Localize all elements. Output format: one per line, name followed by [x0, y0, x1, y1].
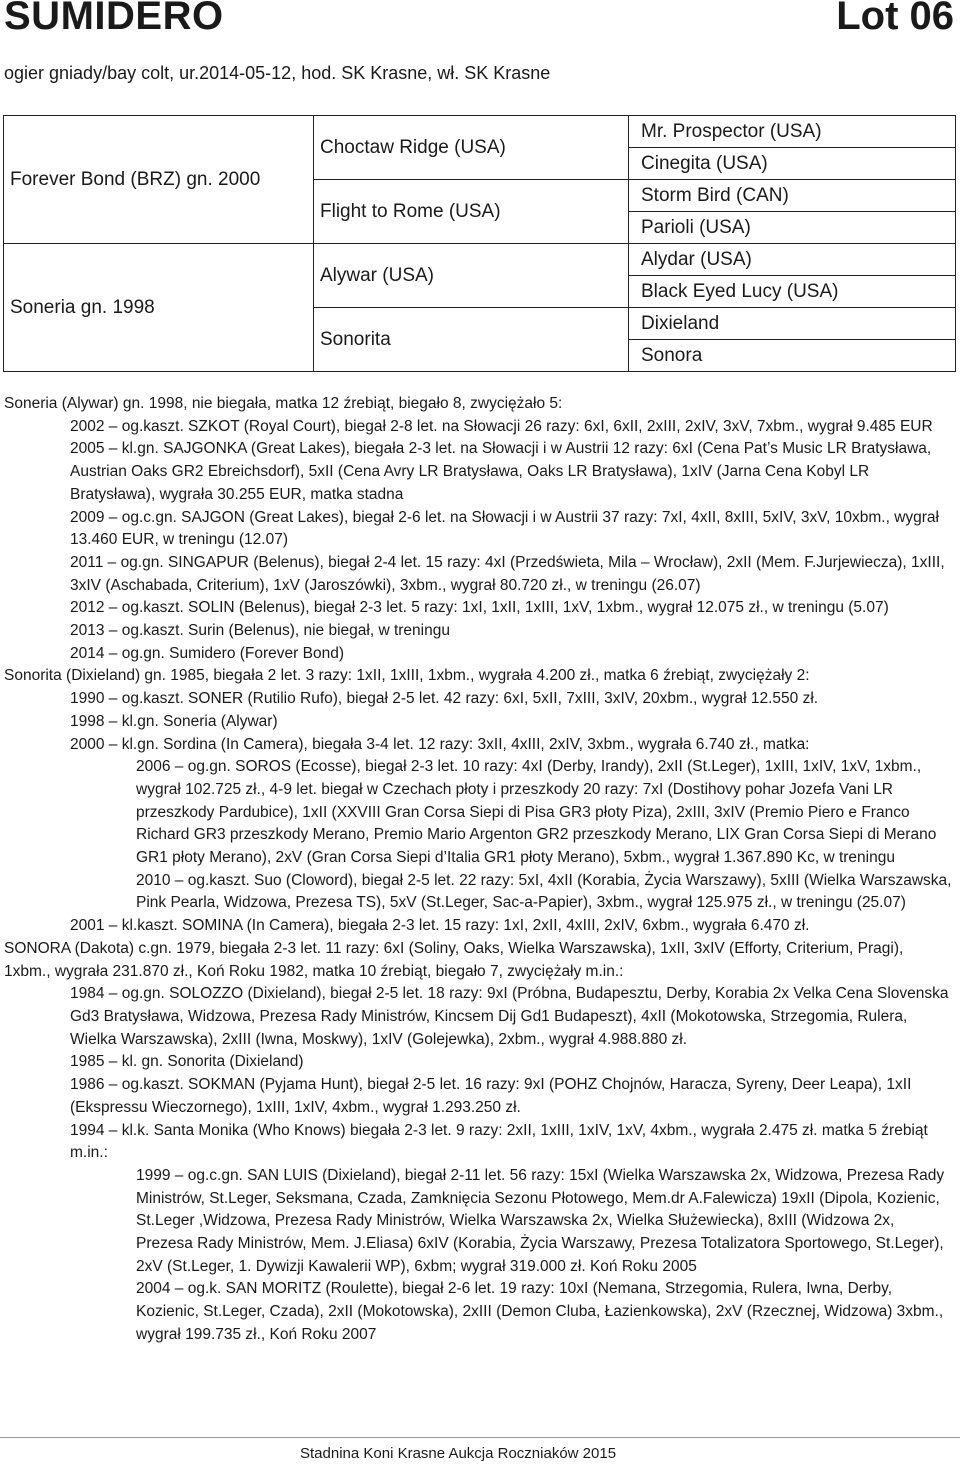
note-offspring: 1984 – og.gn. SOLOZZO (Dixieland), biegał 2-5 let. 18 razy: 9xI (Próbna, Budapesztu, Derby, Korabia 2x Velka Cena Slovenska Gd3 Bratysława, Widzowa, Prezesa Rady Ministrów, Kincsem Dij Gd1 Budapeszt), 4xII (Mokotowska, Strzegomia, Rulera, Wielka Warszawska), 2xIII (Iwna, Moskwy), 1xIV (Golejewka), 2xbm., wygrał 4.988.880 zł. — [70, 985, 949, 1048]
horse-subtitle: ogier gniady/bay colt, ur.2014-05-12, hod. SK Krasne, wł. SK Krasne — [4, 63, 551, 83]
note-offspring: 1986 – og.kaszt. SOKMAN (Pyjama Hunt), biegał 2-5 let. 16 razy: 9xI (POHZ Chojnów, Haracza, Syreny, Deer Leapa), 1xII (Ekspressu Wieczornego), 1xIII, 1xIV, 4xbm., wygrał 1.293.250 zł. — [70, 1076, 912, 1116]
note-offspring: 2002 – og.kaszt. SZKOT (Royal Court), biegał 2-8 let. na Słowacji 26 razy: 6xI, 6xII, 2xIII, 2xIV, 3xV, 7xbm., wygrał 9.485 EUR — [70, 417, 933, 435]
horse-name: SUMIDERO — [4, 0, 224, 38]
note-offspring: 2012 – og.kaszt. SOLIN (Belenus), biegał 2-3 let. 5 razy: 1xI, 1xII, 1xIII, 1xV, 1xbm., wygrał 12.075 zł., w treningu (5.07) — [70, 599, 889, 617]
pedigree-gen2-2: Flight to Rome (USA) — [314, 180, 629, 244]
note-grand-offspring: 2010 – og.kaszt. Suo (Cloword), biegał 2-5 let. 22 razy: 5xI, 4xII (Korabia, Życia Warszawy), 5xIII (Wielka Warszawska, Pink Pearla, Widzowa, Prezesa TS), 5xV (St.Leger, Sac-a-Papier), 3xbm., wygrał 125.975 zł., w treningu (25.07) — [136, 871, 952, 912]
note-dam: Soneria (Alywar) gn. 1998, nie biegała, matka 12 źrebiąt, biegało 8, zwyciężało 5: — [4, 395, 563, 412]
note-offspring: 1985 – kl. gn. Sonorita (Dixieland) — [70, 1053, 304, 1071]
note-offspring: 2001 – kl.kaszt. SOMINA (In Camera), biegała 2-3 let. 15 razy: 1xI, 2xII, 4xIII, 2xIV, 6xbm., wygrała 6.470 zł. — [70, 917, 810, 935]
lot-number: Lot 06 — [836, 0, 954, 38]
pedigree-gen2-1: Choctaw Ridge (USA) — [314, 116, 629, 180]
pedigree-gen2-3: Alywar (USA) — [314, 244, 629, 308]
note-offspring: 2013 – og.kaszt. Surin (Belenus), nie biegał, w treningu — [70, 622, 450, 640]
pedigree-gen3-3: Storm Bird (CAN) — [629, 180, 956, 212]
note-grand-offspring: 2006 – og.gn. SOROS (Ecosse), biegał 2-3 let. 10 razy: 4xI (Derby, Irandy), 2xII (St.Leger), 1xIII, 1xIV, 1xV, 1xbm., wygrał 102.725 zł., 4-9 let. biegał w Czechach płoty i przeszkody 20 razy: 7xI (Dostihovy pohar Jozefa Vani LR przeszkody Pardubice), 1xII (XXVIII Gran Corsa Siepi di Pisa GR3 płoty Piza), 2xIII, 3xIV (Premio Piero e Franco Richard GR3 przeszkody Merano, Premio Mario Argenton GR2 przeszkody Merano, LIX Gran Corsa Siepi di Merano GR1 płoty Merano), 2xV (Gran Corsa Siepi d’Italia GR1 płoty Merano), 5xbm., wygrał 1.367.890 Kc, w treningu — [136, 758, 937, 867]
note-offspring: 2011 – og.gn. SINGAPUR (Belenus), biegał 2-4 let. 15 razy: 4xI (Przedświeta, Mila – Wrocław), 2xII (Mem. F.Jurjewiecza), 1xIII, 3xIV (Aschabada, Criterium), 1xV (Jaroszówki), 3xbm., wygrał 80.720 zł., w treningu (26.07) — [70, 553, 945, 594]
note-grand-offspring: 1999 – og.c.gn. SAN LUIS (Dixieland), biegał 2-11 let. 56 razy: 15xI (Wielka Warszawska 2x, Widzowa, Prezesa Rady Ministrów, St.Leger, Seksmana, Czada, Zamknięcia Sezonu Płotowego, Mem.dr A.Falewicza) 19xII (Dipola, Kozienic, St.Leger ,Widzowa, Prezesa Rady Ministrów, Wielka Warszawska 2x, Wielka Służewiecka), 8xIII (Widzowa 2x, Prezesa Rady Ministrów, Mem. J.Eliasa) 6xIV (Korabia, Życia Warszawy, Prezesa Totalizatora Sportowego, St.Leger), 2xV (St.Leger, 1. Dywizji Kawalerii WP), 6xbm; wygrał 319.000 zł. Koń Roku 2005 — [136, 1166, 945, 1275]
note-offspring: 1994 – kl.k. Santa Monika (Who Knows) biegała 2-3 let. 9 razy: 2xII, 1xIII, 1xIV, 1xV, 4xbm., wygrała 2.475 zł. matka 5 źrebiąt m.in.: — [70, 1121, 928, 1162]
pedigree-gen2-4: Sonorita — [314, 308, 629, 372]
note-offspring: 1990 – og.kaszt. SONER (Rutilio Rufo), biegał 2-5 let. 42 razy: 6xI, 5xII, 7xIII, 3xIV, 20xbm., wygrał 12.550 zł. — [70, 690, 819, 708]
pedigree-gen3-4: Parioli (USA) — [629, 212, 956, 244]
note-offspring: 2005 – kl.gn. SAJGONKA (Great Lakes), biegała 2-3 let. na Słowacji i w Austrii 12 razy: 6xI (Cena Pat’s Music LR Bratysława, Austrian Oaks GR2 Ebreichsdorf), 5xII (Cena Avry LR Bratysława, Oaks LR Bratysława), 1xIV (Jarna Cena Kobyl LR Bratysława), wygrała 30.255 EUR, matka stadna — [70, 440, 932, 503]
family-notes — [4, 393, 954, 1347]
footer-text: Stadnina Koni Krasne Aukcja Roczniaków 2015 — [300, 1445, 617, 1462]
note-offspring: 2009 – og.c.gn. SAJGON (Great Lakes), biegał 2-6 let. na Słowacji i w Austrii 37 razy: 7xI, 4xII, 8xIII, 5xIV, 3xV, 10xbm., wygrał 13.460 EUR, w treningu (12.07) — [70, 508, 939, 549]
pedigree-sire: Forever Bond (BRZ) gn. 2000 — [4, 116, 314, 244]
note-grand-offspring: 2004 – og.k. SAN MORITZ (Roulette), biegał 2-6 let. 19 razy: 10xI (Nemana, Strzegomia, Rulera, Iwna, Derby, Kozienic, St.Leger, Czada), 2xII (Mokotowska), 2xIII (Demon Cluba, Łazienkowska), 2xV (Rzecznej, Widzowa) 3xbm., wygrał 199.735 zł., Koń Roku 2007 — [136, 1280, 944, 1343]
note-second-dam: Sonorita (Dixieland) gn. 1985, biegała 2 let. 3 razy: 1xII, 1xIII, 1xbm., wygrała 4.200 zł., matka 6 źrebiąt, zwyciężały 2: — [4, 667, 810, 685]
footer-divider — [0, 1437, 960, 1438]
note-offspring: 2014 – og.gn. Sumidero (Forever Bond) — [70, 644, 344, 662]
pedigree-gen3-8: Sonora — [629, 340, 956, 372]
note-offspring: 2000 – kl.gn. Sordina (In Camera), biegała 3-4 let. 12 razy: 3xII, 4xIII, 2xIV, 3xbm., wygrała 6.740 zł., matka: — [70, 735, 810, 753]
pedigree-gen3-7: Dixieland — [629, 308, 956, 340]
pedigree-table — [3, 115, 956, 372]
pedigree-gen3-5: Alydar (USA) — [629, 244, 956, 276]
pedigree-gen3-1: Mr. Prospector (USA) — [629, 116, 956, 148]
pedigree-gen3-2: Cinegita (USA) — [629, 148, 956, 180]
note-offspring: 1998 – kl.gn. Soneria (Alywar) — [70, 712, 278, 730]
pedigree-dam: Soneria gn. 1998 — [4, 244, 314, 372]
pedigree-gen3-6: Black Eyed Lucy (USA) — [629, 276, 956, 308]
note-third-dam: SONORA (Dakota) c.gn. 1979, biegała 2-3 let. 11 razy: 6xI (Soliny, Oaks, Wielka Warszawska), 1xII, 3xIV (Efforty, Criterium, Pragi), 1xbm., wygrała 231.870 zł., Koń Roku 1982, matka 10 źrebiąt, biegało 7, zwyciężały m.in.: — [4, 939, 904, 980]
